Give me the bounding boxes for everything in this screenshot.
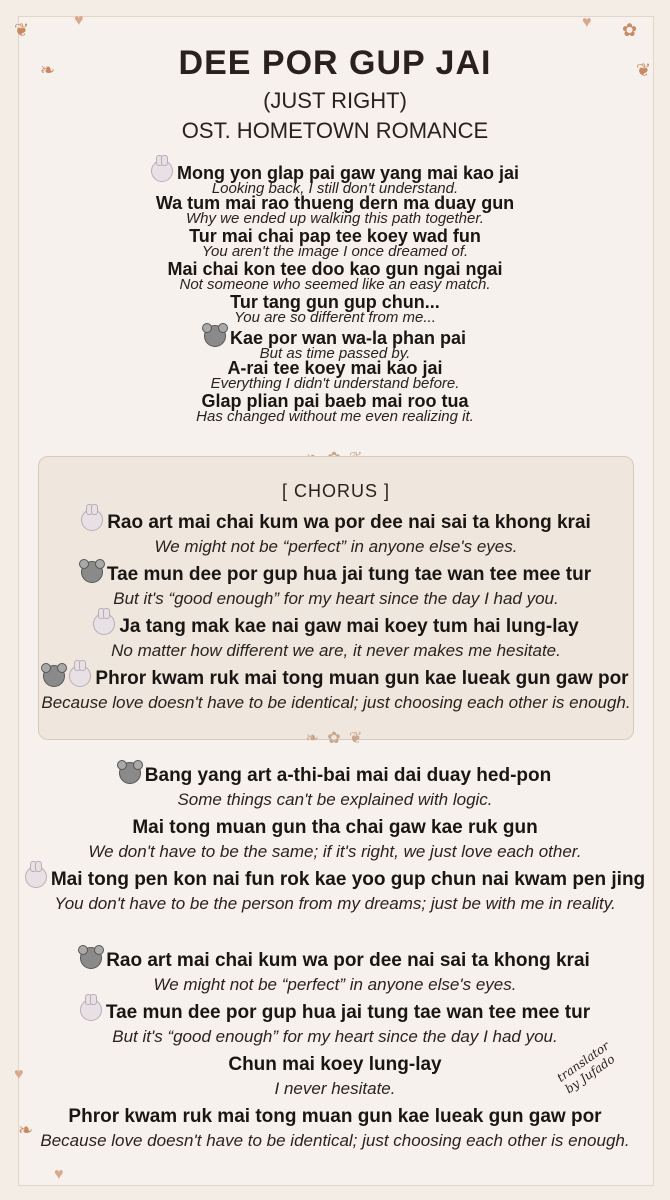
ost-label: OST. HOMETOWN ROMANCE — [181, 118, 489, 143]
lyric-text — [0, 999, 670, 1026]
lyric-words: Rao art mai chai kum wa por dee nai sai ta khong krai — [106, 950, 590, 971]
heart-icon: ♥ — [54, 1166, 64, 1183]
lyric-line — [39, 613, 633, 665]
lyric-words: Phror kwam ruk mai tong muan gun kae lueak gun gaw por — [68, 1106, 602, 1127]
verse-1 — [0, 160, 670, 424]
koala-icon — [204, 325, 226, 347]
heart-icon: ♥ — [74, 12, 84, 29]
leaf-branch-icon: ❦ — [636, 60, 652, 80]
leaf-branch-icon: ❧ — [18, 1120, 34, 1140]
lyric-words: Phror kwam ruk mai tong muan gun kae lueak gun gaw por — [95, 668, 629, 689]
translation-text: But as time passed by. — [259, 345, 411, 362]
lyric-words: Tae mun dee por gup hua jai tung tae wan tee mee tur — [106, 564, 592, 585]
bunny-icon — [80, 999, 102, 1021]
leaf-branch-icon: ❦ — [14, 20, 30, 40]
lyric-line — [0, 226, 670, 259]
bunny-icon — [69, 665, 91, 687]
verse-2 — [0, 762, 670, 918]
lyric-text — [39, 509, 633, 536]
translation-text: Looking back, I still don't understand. — [211, 180, 459, 197]
koala-icon — [80, 947, 102, 969]
lyric-words: Tur mai chai pap tee koey wad fun — [189, 226, 481, 246]
lyric-text — [0, 866, 670, 893]
outro — [0, 947, 670, 1155]
lyric-words: Glap plian pai baeb mai roo tua — [201, 391, 469, 411]
lyric-words: Mai tong pen kon nai fun rok kae yoo gup chun nai kwam pen jing — [50, 869, 646, 890]
lyric-line — [0, 358, 670, 391]
heart-icon: ♥ — [14, 1066, 24, 1083]
translation-text: Why we ended up walking this path together. — [186, 210, 484, 227]
lyric-words: Tae mun dee por gup hua jai tung tae wan tee mee tur — [105, 1002, 591, 1023]
lyric-words: Kae por wan wa-la phan pai — [229, 328, 467, 348]
translation-text: Some things can't be explained with logic. — [177, 790, 493, 809]
translation-text: Not someone who seemed like an easy match. — [179, 276, 491, 293]
lyric-line — [0, 947, 670, 999]
chorus-label: [ CHORUS ] — [281, 481, 390, 501]
lyric-text — [39, 665, 633, 692]
lyric-text — [0, 814, 670, 841]
lyric-line — [0, 193, 670, 226]
lyric-words: Chun mai koey lung-lay — [228, 1054, 442, 1075]
lyric-words: Mai tong muan gun tha chai gaw kae ruk gun — [132, 817, 538, 838]
translation-text: Has changed without me even realizing it. — [196, 408, 474, 425]
translation-text: Because love doesn't have to be identical; just choosing each other is enough. — [41, 693, 631, 712]
translator-credit: translator by Jufado — [554, 1038, 618, 1097]
heart-icon: ♥ — [582, 14, 592, 31]
lyric-line — [0, 1103, 670, 1155]
lyric-text — [0, 947, 670, 974]
lyric-text — [39, 613, 633, 640]
translation-text: We don't have to be the same; if it's right, we just love each other. — [88, 842, 582, 861]
leaf-branch-icon: ❧ — [40, 60, 56, 80]
lyric-line — [0, 762, 670, 814]
song-subtitle: (JUST RIGHT) — [263, 88, 407, 113]
lyric-line — [39, 665, 633, 717]
lyric-line — [0, 160, 670, 197]
song-title: DEE POR GUP JAI — [178, 44, 492, 82]
lyric-line — [0, 325, 670, 362]
bunny-icon — [93, 613, 115, 635]
lyric-words: Ja tang mak kae nai gaw mai koey tum hai lung-lay — [119, 616, 579, 637]
chorus-lines — [39, 509, 633, 717]
translation-text: But it's “good enough” for my heart since the day I had you. — [113, 589, 559, 608]
koala-icon — [43, 665, 65, 687]
lyric-words: A-rai tee koey mai kao jai — [227, 358, 443, 378]
lyric-text — [39, 561, 633, 588]
flower-icon: ✿ — [622, 20, 638, 40]
lyric-text — [0, 1103, 670, 1130]
translation-text: You are so different from me... — [234, 309, 436, 326]
lyric-words: Mai chai kon tee doo kao gun ngai ngai — [167, 259, 503, 279]
translation-text: Because love doesn't have to be identical; just choosing each other is enough. — [40, 1131, 630, 1150]
translation-text: You don't have to be the person from my dreams; just be with me in reality. — [54, 894, 616, 913]
lyric-words: Tur tang gun gup chun... — [230, 292, 440, 312]
lyric-line — [0, 814, 670, 866]
bunny-icon — [81, 509, 103, 531]
lyric-line — [39, 509, 633, 561]
translation-text: I never hesitate. — [274, 1079, 396, 1098]
lyric-line — [0, 259, 670, 292]
lyric-line — [39, 561, 633, 613]
koala-icon — [81, 561, 103, 583]
translation-text: You aren't the image I once dreamed of. — [201, 243, 469, 260]
lyric-words: Bang yang art a-thi-bai mai dai duay hed-pon — [144, 765, 552, 786]
koala-icon — [119, 762, 141, 784]
lyric-line — [0, 999, 670, 1051]
lyric-text — [0, 762, 670, 789]
lyric-line — [0, 292, 670, 325]
floral-divider: ❧ ✿ ❦ — [305, 730, 365, 747]
bunny-icon — [25, 866, 47, 888]
lyric-line — [0, 866, 670, 918]
translation-text: No matter how different we are, it never makes me hesitate. — [111, 641, 561, 660]
lyric-words: Mong yon glap pai gaw yang mai kao jai — [176, 163, 520, 183]
translation-text: We might not be “perfect” in anyone else's eyes. — [154, 537, 518, 556]
translation-text: Everything I didn't understand before. — [210, 375, 460, 392]
translation-text: We might not be “perfect” in anyone else's eyes. — [153, 975, 517, 994]
lyric-words: Rao art mai chai kum wa por dee nai sai ta khong krai — [107, 512, 591, 533]
bunny-icon — [151, 160, 173, 182]
chorus-box — [38, 456, 634, 740]
lyric-line — [0, 391, 670, 424]
lyric-words: Wa tum mai rao thueng dern ma duay gun — [155, 193, 515, 213]
translation-text: But it's “good enough” for my heart since the day I had you. — [112, 1027, 558, 1046]
